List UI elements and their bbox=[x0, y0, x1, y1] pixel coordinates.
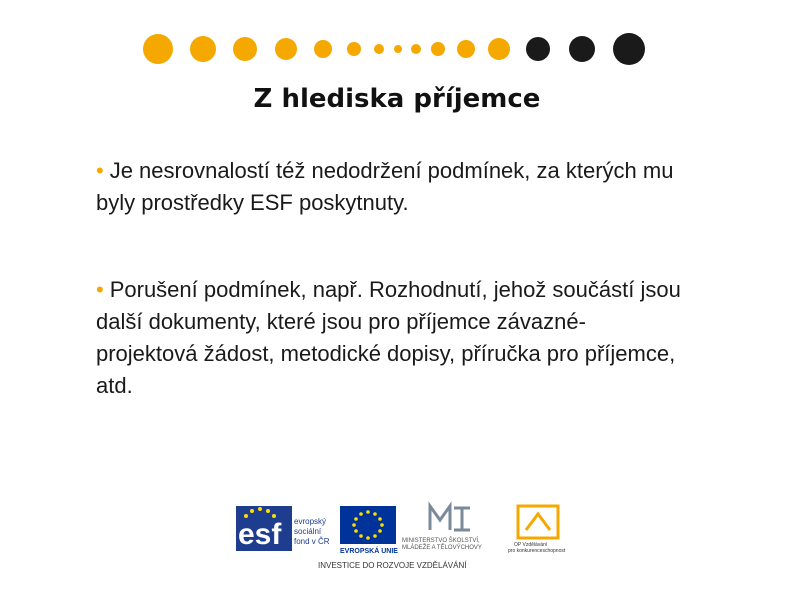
msmt-logo bbox=[402, 506, 482, 551]
esf-logo-text: fond v ČR bbox=[294, 537, 330, 546]
bullet-icon: • bbox=[96, 277, 104, 302]
bullet-item bbox=[96, 274, 686, 402]
funding-tagline: INVESTICE DO ROZVOJE VZDĚLÁVÁNÍ bbox=[318, 561, 467, 570]
bullet-icon: • bbox=[96, 158, 104, 183]
slide-title: Z hlediska příjemce bbox=[253, 84, 541, 114]
msmt-logo-text: MINISTERSTVO ŠKOLSTVÍ, bbox=[402, 538, 480, 544]
msmt-logo-text: MLÁDEŽE A TĚLOVÝCHOVY bbox=[402, 545, 482, 551]
funding-logos bbox=[230, 498, 580, 578]
slide-body bbox=[96, 155, 686, 457]
esf-logo-text: sociální bbox=[294, 527, 322, 536]
op-logo-text: OP Vzdělávání bbox=[514, 542, 548, 548]
esf-logo-text: evropský bbox=[294, 517, 327, 526]
bullet-text: Porušení podmínek, např. Rozhodnutí, jehož součástí jsou další dokumenty, které jsou pro příjemce závazné- projektová žádost, metodické dopisy, příručka pro příjemce, atd. bbox=[96, 277, 681, 398]
op-logo-text: pro konkurenceschopnost bbox=[508, 548, 566, 554]
op-vk-logo bbox=[508, 506, 566, 554]
bullet-text: Je nesrovnalostí též nedodržení podmínek, za kterých mu byly prostředky ESF poskytnuty. bbox=[96, 158, 674, 215]
bullet-item bbox=[96, 155, 686, 219]
svg-text:esf: esf bbox=[238, 518, 282, 551]
decorative-dot-row bbox=[0, 0, 794, 80]
eu-logo-text: EVROPSKÁ UNIE bbox=[340, 548, 398, 555]
eu-flag-logo bbox=[340, 506, 398, 555]
esf-logo bbox=[236, 506, 330, 551]
